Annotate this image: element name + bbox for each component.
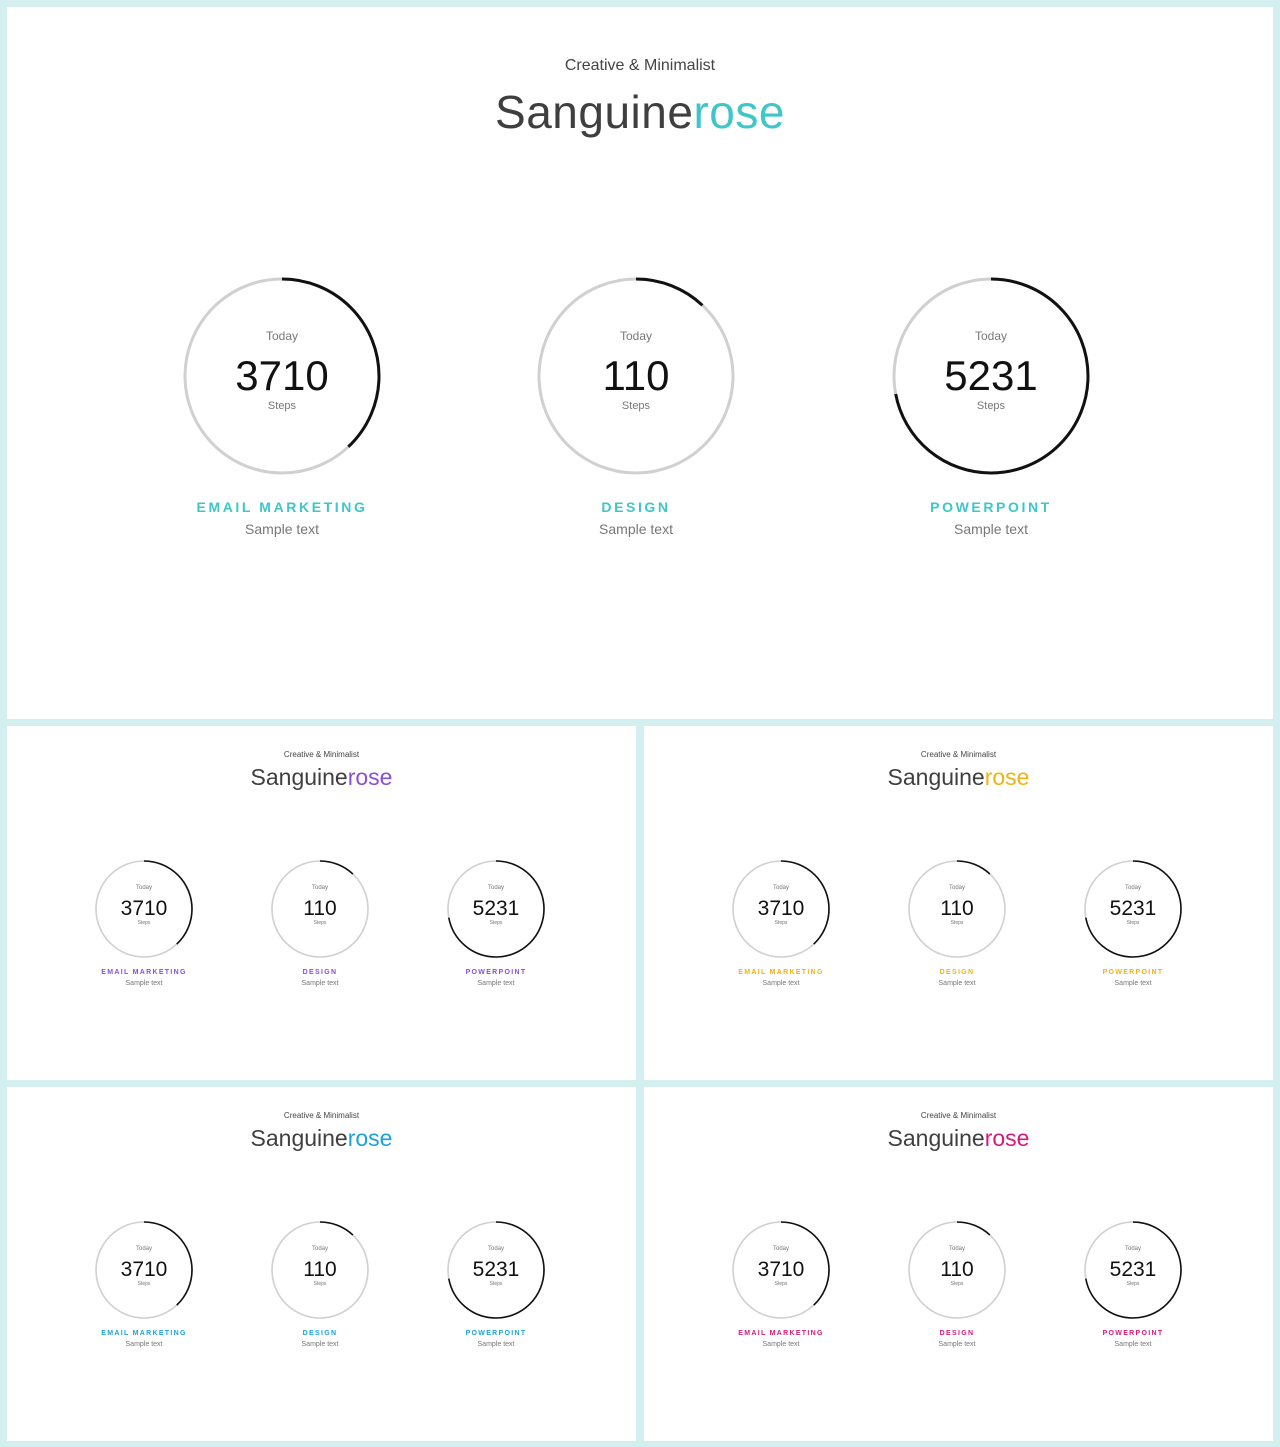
ring-today-label: Today xyxy=(487,885,504,891)
progress-ring-powerpoint xyxy=(1083,859,1183,959)
ring-value: 5231 xyxy=(1109,897,1157,920)
progress-ring-powerpoint xyxy=(446,859,546,959)
ring-today-label: Today xyxy=(311,885,328,891)
slide-title xyxy=(7,85,1273,139)
category-description: Sample text xyxy=(477,1341,515,1348)
category-description: Sample text xyxy=(245,521,319,537)
title-main: Sanguine xyxy=(250,764,348,790)
caption-powerpoint xyxy=(436,1330,556,1348)
category-label: POWERPOINT xyxy=(465,969,527,976)
ring-value: 110 xyxy=(303,1258,337,1281)
ring-value: 3710 xyxy=(235,352,329,399)
ring-unit-label: Steps xyxy=(137,920,151,926)
category-label: DESIGN xyxy=(302,969,338,976)
slide-subtitle: Creative & Minimalist xyxy=(283,1111,360,1120)
category-description: Sample text xyxy=(1114,980,1152,987)
ring-today-label: Today xyxy=(974,329,1008,343)
progress-ring-design xyxy=(907,859,1007,959)
category-description: Sample text xyxy=(125,1341,163,1348)
ring-value: 3710 xyxy=(757,1258,805,1281)
caption-design xyxy=(897,1330,1017,1348)
ring-value: 5231 xyxy=(944,352,1038,399)
ring-today-label: Today xyxy=(772,1246,789,1252)
category-description: Sample text xyxy=(762,1341,800,1348)
slide-magenta xyxy=(644,1087,1273,1441)
category-description: Sample text xyxy=(954,521,1028,537)
ring-today-label: Today xyxy=(619,329,653,343)
ring-unit-label: Steps xyxy=(1126,1281,1140,1287)
ring-value: 5231 xyxy=(472,1258,520,1281)
ring-today-label: Today xyxy=(265,329,299,343)
title-main: Sanguine xyxy=(250,1125,348,1151)
ring-today-label: Today xyxy=(948,885,965,891)
category-description: Sample text xyxy=(762,980,800,987)
caption-powerpoint xyxy=(871,499,1111,537)
caption-email-marketing xyxy=(84,1330,204,1348)
title-main: Sanguine xyxy=(495,86,694,138)
progress-ring-email-marketing xyxy=(731,859,831,959)
slide-subtitle: Creative & Minimalist xyxy=(920,1111,997,1120)
category-label: DESIGN xyxy=(302,1330,338,1337)
slide-subtitle: Creative & Minimalist xyxy=(920,750,997,759)
ring-unit-label: Steps xyxy=(267,400,297,412)
category-description: Sample text xyxy=(938,980,976,987)
caption-design xyxy=(260,969,380,987)
caption-powerpoint xyxy=(1073,969,1193,987)
category-label: POWERPOINT xyxy=(930,499,1052,515)
category-description: Sample text xyxy=(599,521,673,537)
ring-unit-label: Steps xyxy=(976,400,1006,412)
progress-ring-email-marketing xyxy=(731,1220,831,1320)
progress-ring-design xyxy=(270,859,370,959)
title-main: Sanguine xyxy=(887,764,985,790)
slide-title xyxy=(7,764,636,791)
caption-email-marketing xyxy=(162,499,402,537)
caption-email-marketing xyxy=(721,969,841,987)
ring-unit-label: Steps xyxy=(313,1281,327,1287)
slide-subtitle: Creative & Minimalist xyxy=(564,57,716,74)
ring-today-label: Today xyxy=(948,1246,965,1252)
ring-unit-label: Steps xyxy=(950,1281,964,1287)
title-main: Sanguine xyxy=(887,1125,985,1151)
category-label: EMAIL MARKETING xyxy=(738,969,824,976)
ring-today-label: Today xyxy=(135,1246,152,1252)
caption-design xyxy=(260,1330,380,1348)
ring-value: 5231 xyxy=(1109,1258,1157,1281)
category-label: DESIGN xyxy=(939,969,975,976)
progress-ring-powerpoint xyxy=(1083,1220,1183,1320)
ring-unit-label: Steps xyxy=(313,920,327,926)
title-accent: rose xyxy=(347,764,393,790)
category-label: EMAIL MARKETING xyxy=(738,1330,824,1337)
category-label: EMAIL MARKETING xyxy=(101,1330,187,1337)
slide-yellow xyxy=(644,726,1273,1080)
slide-blue xyxy=(7,1087,636,1441)
category-label: EMAIL MARKETING xyxy=(101,969,187,976)
ring-unit-label: Steps xyxy=(489,920,503,926)
ring-unit-label: Steps xyxy=(774,920,788,926)
ring-value: 110 xyxy=(303,897,337,920)
caption-powerpoint xyxy=(1073,1330,1193,1348)
ring-today-label: Today xyxy=(1124,885,1141,891)
progress-ring-design xyxy=(536,276,736,476)
ring-unit-label: Steps xyxy=(1126,920,1140,926)
progress-ring-email-marketing xyxy=(182,276,382,476)
ring-today-label: Today xyxy=(135,885,152,891)
category-label: EMAIL MARKETING xyxy=(196,499,368,515)
caption-email-marketing xyxy=(84,969,204,987)
slide-title xyxy=(644,764,1273,791)
category-description: Sample text xyxy=(301,980,339,987)
category-description: Sample text xyxy=(1114,1341,1152,1348)
progress-ring-design xyxy=(270,1220,370,1320)
category-label: POWERPOINT xyxy=(1102,1330,1164,1337)
progress-ring-email-marketing xyxy=(94,859,194,959)
caption-email-marketing xyxy=(721,1330,841,1348)
ring-unit-label: Steps xyxy=(774,1281,788,1287)
ring-value: 110 xyxy=(940,897,974,920)
ring-today-label: Today xyxy=(772,885,789,891)
slide-title xyxy=(7,1125,636,1152)
progress-ring-design xyxy=(907,1220,1007,1320)
ring-unit-label: Steps xyxy=(489,1281,503,1287)
title-accent: rose xyxy=(984,1125,1030,1151)
slide-title xyxy=(644,1125,1273,1152)
ring-value: 5231 xyxy=(472,897,520,920)
progress-ring-powerpoint xyxy=(891,276,1091,476)
title-accent: rose xyxy=(347,1125,393,1151)
caption-design xyxy=(516,499,756,537)
ring-value: 3710 xyxy=(120,897,168,920)
ring-unit-label: Steps xyxy=(621,400,651,412)
progress-ring-email-marketing xyxy=(94,1220,194,1320)
slide-main xyxy=(7,7,1273,719)
category-label: POWERPOINT xyxy=(1102,969,1164,976)
category-description: Sample text xyxy=(301,1341,339,1348)
ring-value: 110 xyxy=(602,352,670,399)
ring-value: 3710 xyxy=(757,897,805,920)
category-label: DESIGN xyxy=(939,1330,975,1337)
ring-today-label: Today xyxy=(487,1246,504,1252)
ring-value: 3710 xyxy=(120,1258,168,1281)
slide-subtitle: Creative & Minimalist xyxy=(283,750,360,759)
category-label: POWERPOINT xyxy=(465,1330,527,1337)
title-accent: rose xyxy=(984,764,1030,790)
ring-today-label: Today xyxy=(311,1246,328,1252)
title-accent: rose xyxy=(693,86,785,138)
category-description: Sample text xyxy=(125,980,163,987)
ring-today-label: Today xyxy=(1124,1246,1141,1252)
progress-ring-powerpoint xyxy=(446,1220,546,1320)
caption-design xyxy=(897,969,1017,987)
category-description: Sample text xyxy=(938,1341,976,1348)
slide-purple xyxy=(7,726,636,1080)
category-description: Sample text xyxy=(477,980,515,987)
caption-powerpoint xyxy=(436,969,556,987)
ring-unit-label: Steps xyxy=(950,920,964,926)
ring-unit-label: Steps xyxy=(137,1281,151,1287)
ring-value: 110 xyxy=(940,1258,974,1281)
category-label: DESIGN xyxy=(601,499,671,515)
